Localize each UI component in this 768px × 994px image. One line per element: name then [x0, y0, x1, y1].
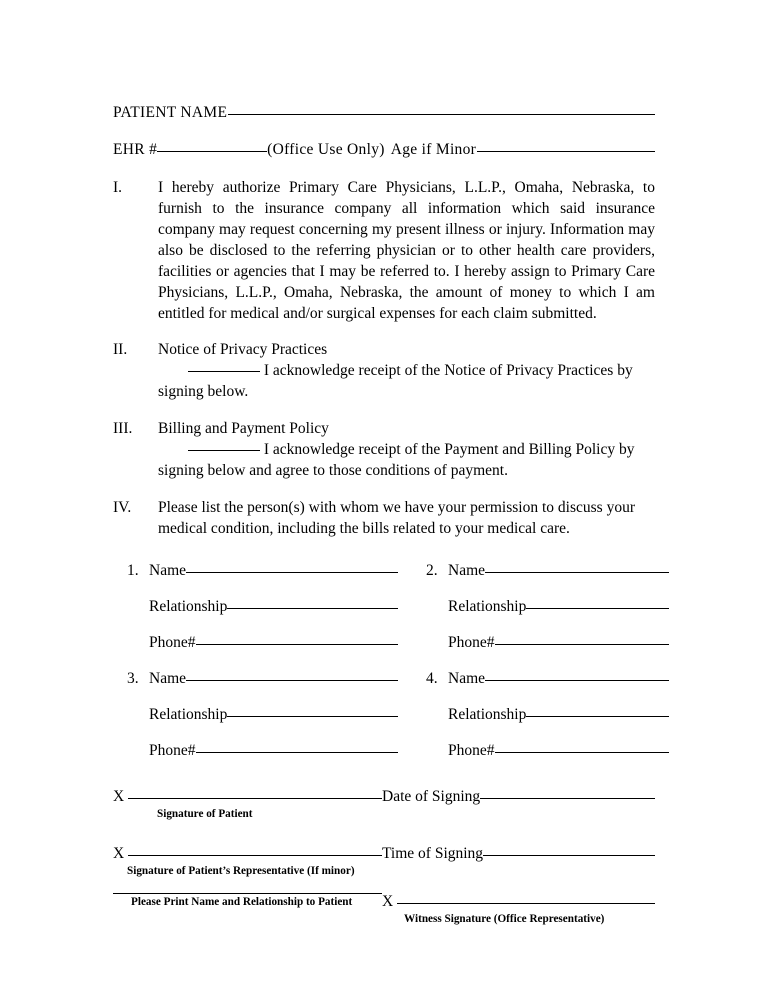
patient-signature-caption: Signature of Patient [157, 807, 253, 820]
contact-4-name-row [426, 670, 669, 688]
contact-4-relationship-label: Relationship [448, 705, 527, 723]
contact-4-relationship-input[interactable] [526, 716, 669, 717]
section-iv [113, 498, 655, 540]
witness-signature-group [382, 893, 655, 926]
contact-4-phone-row [426, 742, 669, 760]
contact-3-phone-label: Phone# [149, 741, 196, 759]
ehr-number-input[interactable] [157, 151, 267, 152]
contacts-row-1 [127, 562, 669, 670]
representative-signature-input[interactable] [128, 855, 382, 856]
contact-3-relationship-label: Relationship [149, 705, 228, 723]
time-of-signing-line [382, 845, 655, 863]
patient-name-label: PATIENT NAME [113, 104, 228, 121]
contact-1-relationship-label: Relationship [149, 597, 228, 615]
contact-2-phone-row [426, 634, 669, 652]
contact-2-relationship-input[interactable] [526, 608, 669, 609]
section-i [113, 178, 655, 324]
contact-3-relationship-input[interactable] [227, 716, 398, 717]
contact-1-phone-row [127, 634, 398, 652]
representative-signature-caption: Signature of Patient’s Representative (If minor) [127, 865, 355, 878]
contact-2-name-input[interactable] [485, 572, 669, 573]
contact-3-phone-row [127, 742, 398, 760]
section-iii-acknowledgement-text: I acknowledge receipt of the Payment and Billing Policy by signing below and agree to those conditions of payment. [158, 441, 635, 480]
contact-1-phone-input[interactable] [196, 644, 399, 645]
contact-2-relationship-label: Relationship [448, 597, 527, 615]
contact-1-phone-label: Phone# [149, 633, 196, 651]
permitted-contacts-grid [127, 562, 669, 778]
witness-signature-caption: Witness Signature (Office Representative) [404, 912, 605, 925]
contact-4-phone-label: Phone# [448, 741, 495, 759]
patient-signature-group [113, 788, 382, 821]
contact-4-name-input[interactable] [485, 680, 669, 681]
ehr-row [113, 141, 655, 159]
billing-policy-initials-input[interactable] [188, 450, 260, 451]
contact-entry-3 [127, 670, 398, 778]
contact-3-index: 3. [127, 669, 139, 687]
date-of-signing-label: Date of Signing [382, 787, 481, 805]
contact-1-index: 1. [127, 561, 139, 579]
signature-x-mark: X [113, 787, 125, 805]
contact-1-name-input[interactable] [186, 572, 398, 573]
section-ii-acknowledgement-text: I acknowledge receipt of the Notice of Privacy Practices by signing below. [158, 362, 633, 401]
section-ii-body [158, 340, 655, 403]
time-of-signing-label: Time of Signing [382, 845, 484, 863]
contact-3-name-input[interactable] [186, 680, 398, 681]
witness-signature-line [382, 893, 655, 911]
contact-2-phone-input[interactable] [495, 644, 670, 645]
print-name-group [113, 893, 382, 909]
time-of-signing-input[interactable] [483, 855, 655, 856]
representative-signature-line [113, 845, 382, 863]
contact-4-relationship-row [426, 706, 669, 724]
contact-3-name-label: Name [149, 669, 187, 687]
section-i-body: I hereby authorize Primary Care Physicians, L.L.P., Omaha, Nebraska, to furnish to the insurance company all information which said insurance company may request concerning my present illness or injury. Information may also be disclosed to the referring physician or to other health care providers, facilities or agencies that I may be referred to. I hereby assign to Primary Care Physicians, L.L.P., Omaha, Nebraska, the amount of money to which I am entitled for medical and/or surgical expenses for each claim submitted. [158, 179, 655, 322]
contact-4-index: 4. [426, 669, 438, 687]
contact-2-name-row [426, 562, 669, 580]
witness-signature-input[interactable] [397, 903, 655, 904]
contact-1-relationship-input[interactable] [227, 608, 398, 609]
section-ii-numeral: II. [113, 341, 128, 359]
representative-signature-row [113, 845, 655, 878]
time-of-signing-group [382, 845, 655, 863]
contact-4-phone-input[interactable] [495, 752, 670, 753]
contact-2-index: 2. [426, 561, 438, 579]
patient-signature-input[interactable] [128, 798, 382, 799]
signature-x-mark: X [113, 845, 125, 863]
contact-1-name-row [127, 562, 398, 580]
date-of-signing-input[interactable] [480, 798, 655, 799]
contact-entry-1 [127, 562, 398, 670]
contact-entry-4 [398, 670, 669, 778]
office-use-only-note: (Office Use Only) [267, 141, 385, 158]
patient-signature-line [113, 788, 382, 806]
contact-entry-2 [398, 562, 669, 670]
contact-4-name-label: Name [448, 669, 486, 687]
section-iv-numeral: IV. [113, 498, 132, 516]
section-iii-acknowledgement-row [158, 440, 655, 482]
contact-1-relationship-row [127, 598, 398, 616]
privacy-practices-initials-input[interactable] [188, 371, 260, 372]
section-iii-title: Billing and Payment Policy [158, 420, 329, 438]
ehr-number-label: EHR # [113, 141, 158, 158]
section-iii-numeral: III. [113, 420, 133, 438]
section-ii-title: Notice of Privacy Practices [158, 341, 328, 359]
date-of-signing-line [382, 788, 655, 806]
contact-3-name-row [127, 670, 398, 688]
contact-2-relationship-row [426, 598, 669, 616]
section-iii-body [158, 419, 655, 482]
patient-name-input[interactable] [228, 114, 655, 115]
print-name-caption: Please Print Name and Relationship to Patient [131, 895, 353, 908]
patient-signature-row [113, 788, 655, 821]
section-iii [113, 419, 655, 482]
print-name-and-witness-row [113, 893, 655, 926]
spacer [113, 825, 655, 845]
form-content [113, 104, 655, 926]
patient-name-row [113, 104, 655, 122]
section-i-numeral: I. [113, 179, 123, 196]
contact-3-phone-input[interactable] [196, 752, 399, 753]
section-ii [113, 340, 655, 403]
age-if-minor-input[interactable] [477, 151, 655, 152]
age-if-minor-label: Age if Minor [390, 141, 477, 158]
contact-1-name-label: Name [149, 561, 187, 579]
contact-3-relationship-row [127, 706, 398, 724]
date-of-signing-group [382, 788, 655, 806]
contact-2-phone-label: Phone# [448, 633, 495, 651]
section-ii-acknowledgement-row [158, 361, 655, 403]
section-iv-body: Please list the person(s) with whom we have your permission to discuss your medical condition, including the bills related to your medical care. [158, 498, 635, 537]
contacts-row-2 [127, 670, 669, 778]
representative-signature-group [113, 845, 382, 878]
signature-x-mark: X [382, 892, 394, 910]
signature-block [113, 788, 655, 926]
contact-2-name-label: Name [448, 561, 486, 579]
